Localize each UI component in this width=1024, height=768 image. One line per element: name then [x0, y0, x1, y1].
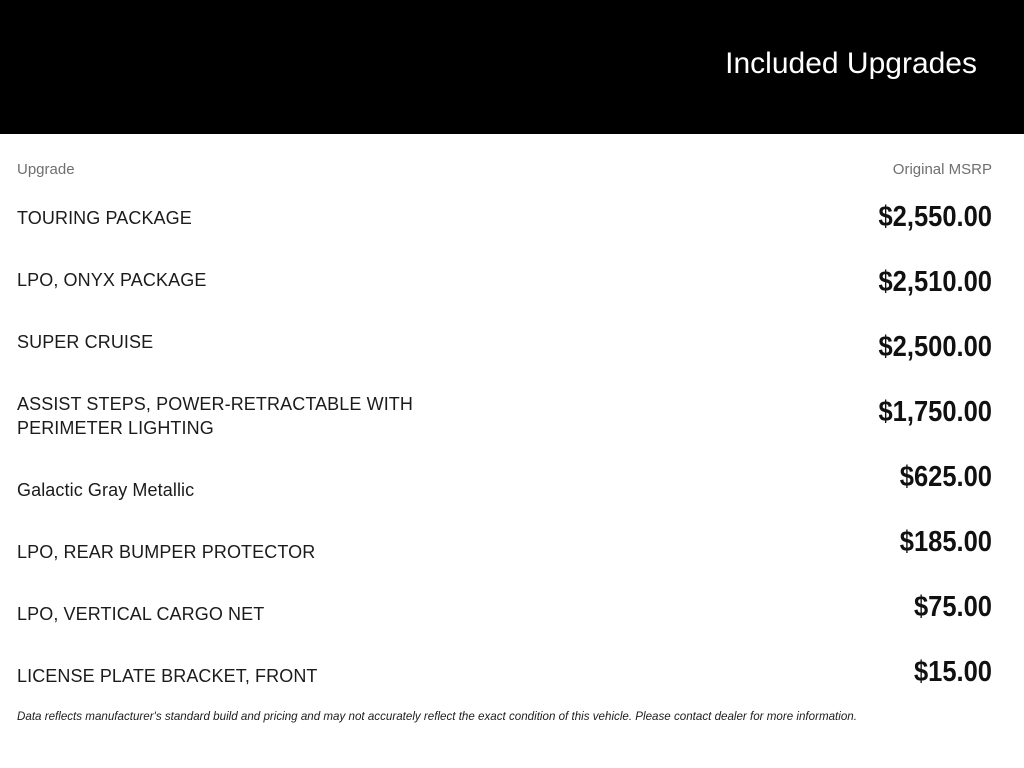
upgrade-prices-column [772, 202, 992, 722]
upgrade-item-price: $2,550.00 [878, 201, 992, 233]
upgrade-item-price: $2,500.00 [878, 331, 992, 363]
upgrade-item-price: $625.00 [899, 461, 992, 493]
upgrade-item-name: SUPER CRUISE [17, 332, 154, 352]
upgrade-item-price: $15.00 [913, 656, 992, 688]
upgrade-names-column [17, 206, 489, 726]
upgrade-item-name: LPO, REAR BUMPER PROTECTOR [17, 542, 316, 562]
column-header-original-msrp: Original MSRP [892, 161, 992, 178]
upgrade-item-name: Galactic Gray Metallic [17, 480, 195, 500]
upgrade-item-price: $185.00 [899, 526, 992, 558]
upgrade-item-name: LPO, ONYX PACKAGE [17, 270, 207, 290]
title-banner [0, 0, 1024, 134]
upgrade-item-name: LPO, VERTICAL CARGO NET [17, 604, 265, 624]
upgrade-item-price: $1,750.00 [878, 396, 992, 428]
upgrade-item-name: ASSIST STEPS, POWER-RETRACTABLE WITH PERIMETER LIGHTING [17, 394, 413, 438]
column-header-upgrade: Upgrade [17, 161, 75, 178]
upgrade-item-price: $2,510.00 [878, 266, 992, 298]
disclaimer-text: Data reflects manufacturer's standard build and pricing and may not accurately reflect the exact condition of this vehicle. Please contact dealer for more information. [17, 710, 857, 723]
page-title: Included Upgrades [725, 47, 977, 80]
upgrade-item-name: LICENSE PLATE BRACKET, FRONT [17, 666, 318, 686]
upgrade-item-price: $75.00 [913, 591, 992, 623]
upgrade-item-name: TOURING PACKAGE [17, 208, 192, 228]
